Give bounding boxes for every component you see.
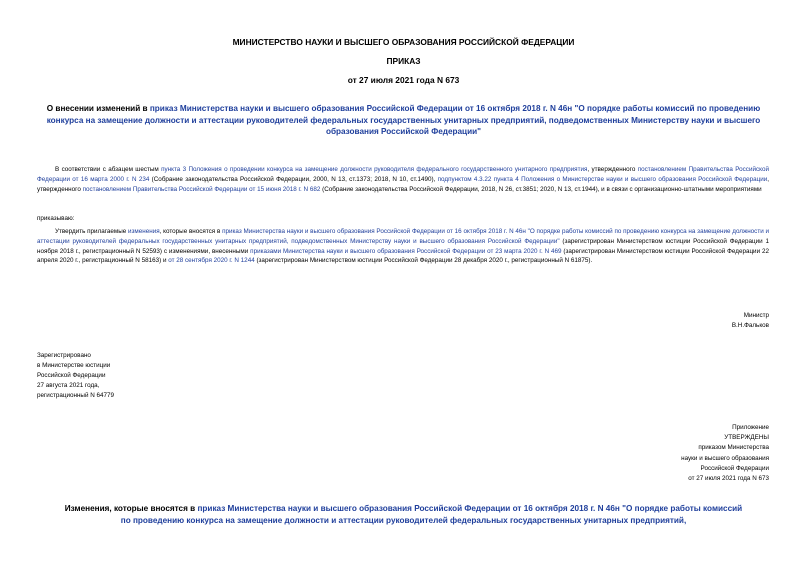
appendix-line: приказом Министерства — [698, 444, 769, 452]
appendix-line: науки и высшего образования — [681, 454, 769, 462]
registration-line: регистрационный N 64779 — [37, 391, 115, 399]
appendix-line: УТВЕРЖДЕНЫ — [724, 434, 769, 442]
approve-text-3: (зарегистрирован Министерством юстиции Российской Федерации 1 ноября 2018 г., регистрационный N 52593) с изменениями, внесенными — [37, 237, 769, 255]
approve-text-2: , которые вносятся в — [159, 228, 223, 235]
approve-text-5: (зарегистрирован Министерством юстиции Российской Федерации 28 декабря 2020 г., регистрационный N 61875). — [254, 257, 593, 265]
order-word: приказываю: — [37, 215, 75, 222]
preamble-text-5: (Собрание законодательства Российской Федерации, 2018, N 26, ст.3851; 2020, N 13, ст.1944), и в связи с организационно-штатными мероприятиями — [320, 185, 762, 193]
approve-link-3[interactable]: приказами Министерства науки и высшего образования Российской Федерации от 23 марта 2020 г. N 469 — [250, 247, 562, 255]
ministry-heading: МИНИСТЕРСТВО НАУКИ И ВЫСШЕГО ОБРАЗОВАНИЯ РОССИЙСКОЙ ФЕДЕРАЦИИ — [232, 37, 575, 47]
preamble-link-3[interactable]: подпунктом 4.3.22 пункта 4 Положения о Министерстве науки и высшего образования Российской Федерации — [437, 175, 768, 183]
signature-block — [560, 311, 769, 331]
doc-date-heading: от 27 июля 2021 года N 673 — [347, 75, 460, 85]
order-title-link[interactable]: приказ Министерства науки и высшего образования Российской Федерации от 16 октября 2018 г. N 46н "О порядке работы комиссий по проведению конкурса на замещение должности и аттестации руководителей федеральных государственных унитарных предприятий, подведомственных Министерству науки и высшего образования Российской Федерации" — [46, 104, 761, 136]
registration-line: Зарегистрировано — [37, 352, 91, 359]
preamble-text-4: , утвержденного — [37, 175, 769, 193]
approve-paragraph — [37, 227, 769, 266]
appendix-line: Приложение — [732, 424, 769, 431]
approve-text-1: Утвердить прилагаемые — [55, 228, 129, 235]
signature-role: Министр — [743, 312, 769, 319]
registration-line: Российской Федерации — [37, 371, 106, 379]
doc-type-heading: ПРИКАЗ — [386, 56, 421, 66]
registration-line: 27 августа 2021 года, — [37, 381, 100, 389]
preamble-link-2[interactable]: постановлением Правительства Российской Федерации от 16 марта 2000 г. N 234 — [37, 166, 769, 183]
preamble-paragraph — [37, 165, 769, 194]
appendix-block — [560, 423, 769, 484]
appendix-line: от 27 июля 2021 года N 673 — [688, 475, 769, 483]
registration-line: в Министерстве юстиции — [37, 361, 111, 369]
preamble-text-3: (Собрание законодательства Российской Федерации, 2000, N 13, ст.1373; 2018, N 10, ст.1490), — [149, 175, 438, 183]
preamble-link-4[interactable]: постановлением Правительства Российской Федерации от 15 июня 2018 г. N 682 — [82, 185, 321, 193]
preamble-link-1[interactable]: пункта 3 Положения о проведении конкурса на замещение должности руководителя федерального государственного унитарного предприятия — [161, 166, 588, 173]
approve-link-4[interactable]: от 28 сентября 2020 г. N 1244 — [168, 257, 255, 265]
appendix-line: Российской Федерации — [700, 464, 769, 472]
changes-title — [60, 503, 747, 526]
changes-title-link[interactable]: приказ Министерства науки и высшего образования Российской Федерации от 16 октября 2018 г. N 46н "О порядке работы комиссий по проведению конкурса на замещение должности и аттестации руководителей федеральных государственных унитарных предприятий, — [120, 504, 743, 525]
approve-link-2[interactable]: приказ Министерства науки и высшего образования Российской Федерации от 16 октября 2018 г. N 46н "О порядке работы комиссий по проведению конкурса на замещение должности и аттестации руководителей федеральных государственных унитарных предприятий, подведомственных Министерству науки и высшего образования Российской Федерации" — [37, 228, 769, 245]
registration-block — [37, 351, 114, 401]
preamble-text-2: , утвержденного — [587, 166, 638, 173]
changes-title-prefix: Изменения, которые вносятся в — [64, 504, 198, 513]
approve-text-4: (зарегистрирован Министерством юстиции Российской Федерации 22 апреля 2020 г., регистрационный N 58163) и — [37, 247, 769, 265]
order-title — [30, 103, 777, 138]
preamble-text-1: В соответствии с абзацем шестым — [55, 166, 162, 173]
signature-name: В.Н.Фальков — [731, 321, 769, 329]
approve-link-1[interactable]: изменения — [128, 228, 160, 235]
order-title-prefix: О внесении изменений в — [46, 104, 150, 113]
